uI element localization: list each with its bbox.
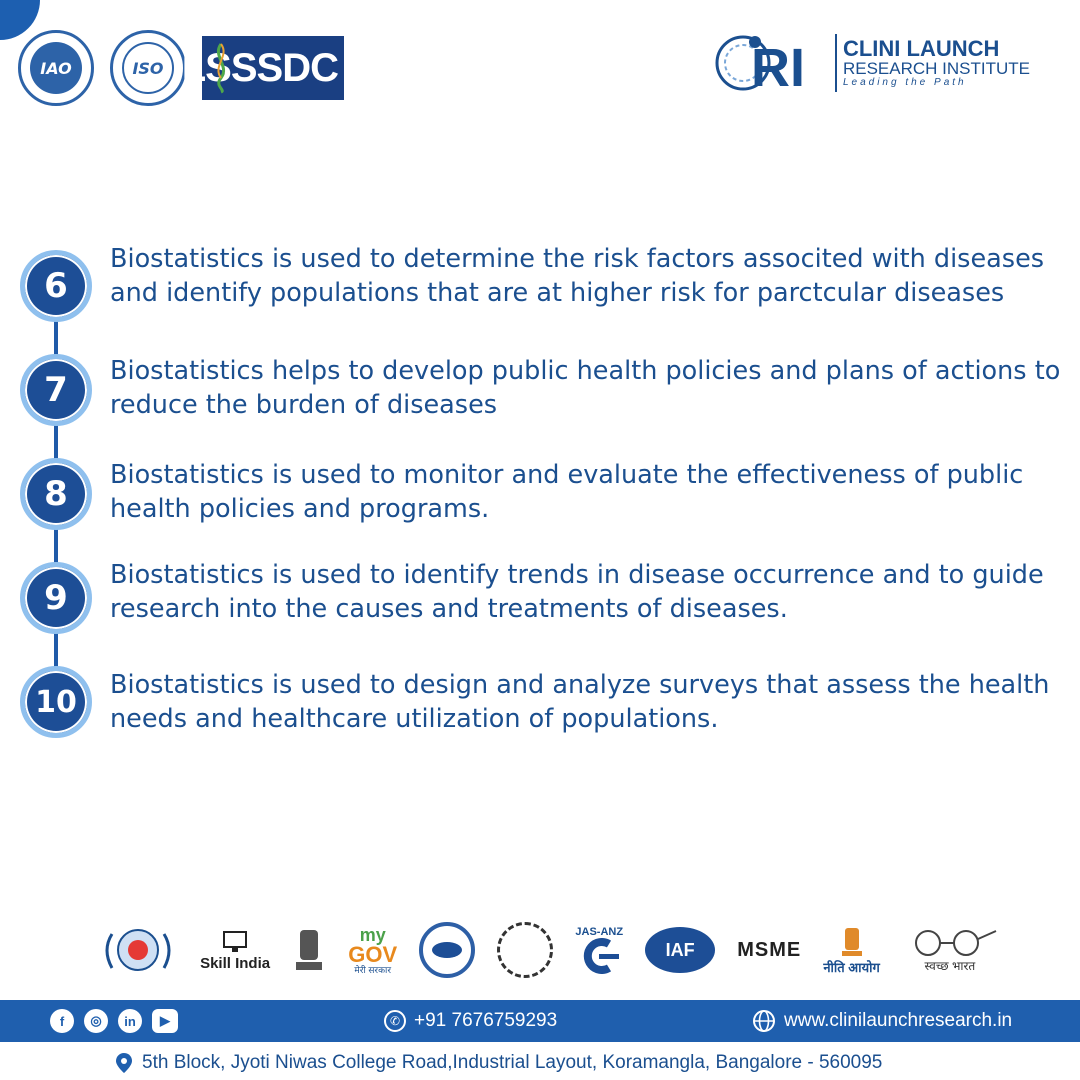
accreditation-badges [18, 30, 344, 106]
cri-emblem-icon [713, 30, 829, 96]
item-text: Biostatistics is used to design and analyze surveys that assess the health needs and healthcare utilization of populations. [110, 670, 1050, 734]
jas-anz-logo [575, 922, 623, 978]
swachh-bharat-logo [902, 922, 998, 978]
globe-icon [752, 1009, 776, 1033]
skill-india-text: Skill India [200, 954, 271, 972]
brand-tagline: Leading the Path [842, 77, 967, 89]
swachh-bharat-text: स्वच्छ भारत [924, 958, 976, 973]
phone-number: +91 7676759293 [414, 1010, 558, 1031]
glasses-icon [902, 927, 998, 957]
item-text: Biostatistics is used to monitor and evaluate the effectiveness of public health policies and programs. [110, 460, 1024, 524]
item-number: 6 [20, 250, 92, 322]
social-links [50, 1009, 178, 1033]
msme-text: MSME [737, 938, 802, 961]
niti-aayog-text: नीति आयोग [823, 960, 880, 975]
address-text: 5th Block, Jyoti Niwas College Road,Industrial Layout, Koramangla, Bangalore - 560095 [142, 1052, 883, 1073]
phone-icon: ✆ [384, 1010, 406, 1032]
iaf-logo [645, 922, 715, 978]
instagram-icon[interactable]: ◎ [84, 1009, 108, 1033]
brand-line1: CLINI LAUNCH [842, 36, 1000, 62]
list-item [20, 666, 1070, 738]
lsssdc-text: LSSSDC [181, 45, 338, 90]
jas-anz-text: JAS-ANZ [575, 926, 624, 938]
location-pin-icon [116, 1053, 132, 1073]
linkedin-icon[interactable]: in [118, 1009, 142, 1033]
website-url: www.clinilaunchresearch.in [784, 1010, 1013, 1031]
niti-aayog-logo [823, 922, 879, 978]
skill-india-logo [200, 922, 270, 978]
brand-line2: RESEARCH INSTITUTE [842, 59, 1030, 79]
contact-bar [0, 1000, 1080, 1042]
mygov-top-text: my [359, 924, 386, 945]
address-line [116, 1052, 882, 1074]
item-text: Biostatistics is used to determine the risk factors associted with diseases and identify populations that are at higher risk for parctcular diseases [110, 244, 1045, 308]
monitor-icon [222, 929, 248, 955]
website-link[interactable] [752, 1009, 1012, 1033]
list-item [20, 458, 1070, 530]
logo-divider [835, 34, 837, 92]
item-text: Biostatistics is used to identify trends in disease occurrence and to guide research into the causes and treatments of diseases. [110, 560, 1044, 624]
nhrc-logo [497, 922, 553, 978]
youtube-icon[interactable]: ▶ [152, 1009, 178, 1033]
phone-contact[interactable] [384, 1010, 557, 1032]
item-number: 8 [20, 458, 92, 530]
svg-text:RI: RI [750, 38, 805, 96]
national-emblem-logo [292, 922, 326, 978]
partner-logos [98, 920, 998, 980]
item-text: Biostatistics helps to develop public health policies and plans of actions to reduce the burden of diseases [110, 356, 1061, 420]
dna-leaf-icon [210, 42, 232, 94]
mygov-sub-text: मेरी सरकार [354, 964, 392, 975]
item-number: 9 [20, 562, 92, 634]
list-item [20, 562, 1070, 634]
brand-name [843, 37, 1030, 88]
clini-launch-logo [713, 30, 1030, 96]
list-item [20, 354, 1070, 426]
msme-logo [737, 922, 801, 978]
item-number: 10 [20, 666, 92, 738]
item-number: 7 [20, 354, 92, 426]
mygov-logo [348, 922, 397, 978]
mygov-bottom-text: GOV [348, 941, 398, 967]
iao-badge [18, 30, 94, 106]
un-emblem-logo [98, 922, 178, 978]
lsssdc-logo [181, 36, 344, 100]
iao-badge-text: IAO [30, 42, 82, 94]
facebook-icon[interactable]: f [50, 1009, 74, 1033]
iso-badge-text: ISO [122, 42, 174, 94]
iaf-text: IAF [645, 927, 715, 973]
iso-badge [110, 30, 186, 106]
cvc-logo [419, 922, 475, 978]
list-item [20, 244, 1070, 322]
